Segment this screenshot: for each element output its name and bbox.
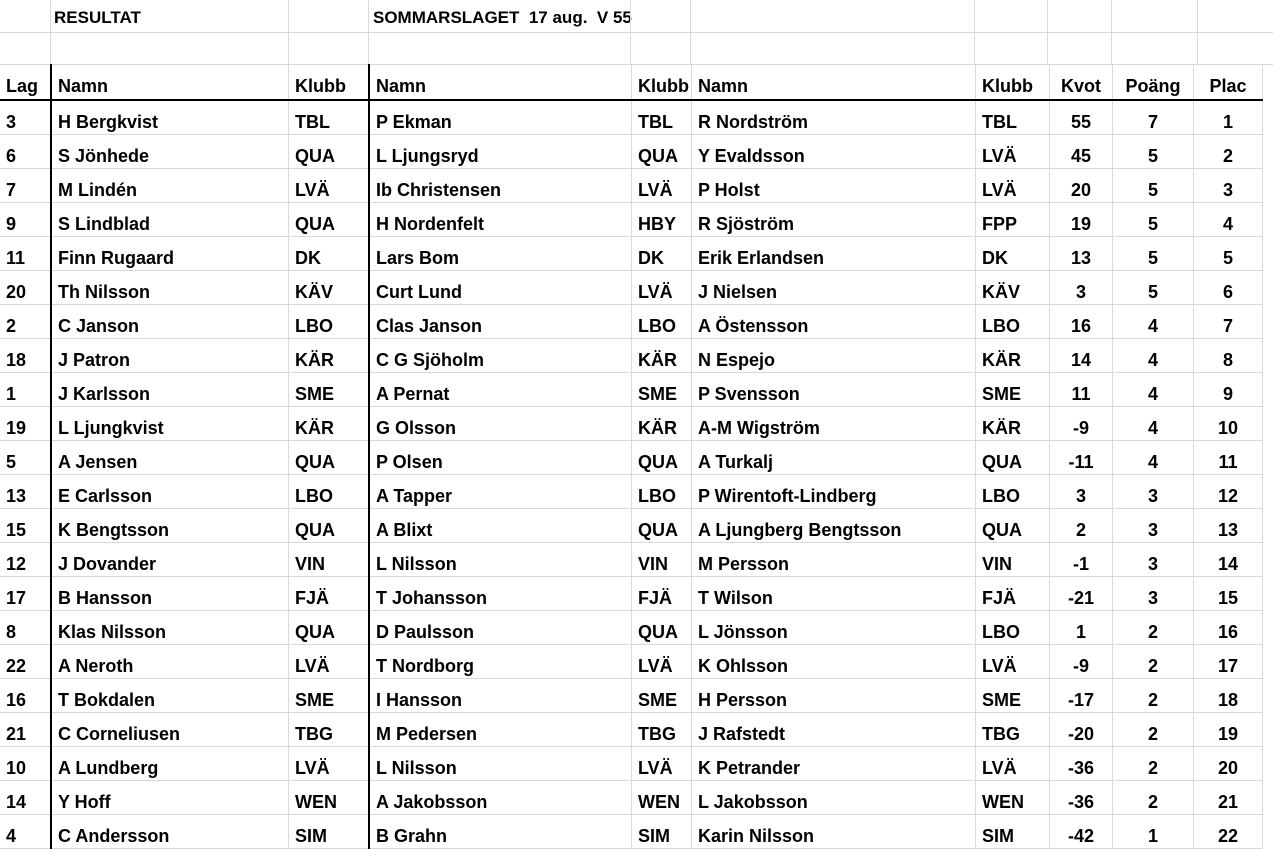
- table-row: [0, 203, 1263, 237]
- cell-namn-2[interactable]: T Nordborg: [369, 645, 632, 679]
- header-row: [0, 64, 1263, 100]
- cell-kvot[interactable]: 11: [1050, 373, 1113, 407]
- cell-plac[interactable]: 7: [1194, 305, 1263, 339]
- cell-klubb-3[interactable]: SME: [976, 679, 1050, 713]
- cell-poang[interactable]: 5: [1113, 203, 1194, 237]
- cell-namn-2[interactable]: A Blixt: [369, 509, 632, 543]
- table-row: [0, 475, 1263, 509]
- cell-poang[interactable]: 4: [1113, 373, 1194, 407]
- cell-namn-2[interactable]: D Paulsson: [369, 611, 632, 645]
- cell-namn-2[interactable]: H Nordenfelt: [369, 203, 632, 237]
- cell-namn-3[interactable]: R Nordström: [692, 100, 976, 135]
- cell-lag[interactable]: 3: [0, 100, 51, 135]
- cell-namn-1[interactable]: A Jensen: [51, 441, 289, 475]
- cell-kvot[interactable]: -20: [1050, 713, 1113, 747]
- cell-plac[interactable]: 22: [1194, 815, 1263, 849]
- cell-namn-2[interactable]: C G Sjöholm: [369, 339, 632, 373]
- cell-kvot[interactable]: -11: [1050, 441, 1113, 475]
- cell-klubb-1[interactable]: LBO: [289, 475, 370, 509]
- cell-namn-1[interactable]: Th Nilsson: [51, 271, 289, 305]
- cell-klubb-1[interactable]: LVÄ: [289, 747, 370, 781]
- cell-plac[interactable]: 10: [1194, 407, 1263, 441]
- cell-namn-2[interactable]: A Tapper: [369, 475, 632, 509]
- cell-lag[interactable]: 12: [0, 543, 51, 577]
- cell-klubb-3[interactable]: DK: [976, 237, 1050, 271]
- cell-klubb-2[interactable]: QUA: [632, 509, 692, 543]
- cell-plac[interactable]: 17: [1194, 645, 1263, 679]
- cell-klubb-1[interactable]: VIN: [289, 543, 370, 577]
- table-row: [0, 815, 1263, 849]
- table-row: [0, 713, 1263, 747]
- col-namn-3[interactable]: Namn: [692, 64, 976, 100]
- cell-klubb-2[interactable]: LVÄ: [632, 271, 692, 305]
- cell-poang[interactable]: 2: [1113, 747, 1194, 781]
- grid-line: [1197, 0, 1198, 64]
- cell-klubb-1[interactable]: TBL: [289, 100, 370, 135]
- col-klubb-1[interactable]: Klubb: [289, 64, 370, 100]
- cell-klubb-1[interactable]: FJÄ: [289, 577, 370, 611]
- cell-namn-1[interactable]: J Karlsson: [51, 373, 289, 407]
- table-row: [0, 237, 1263, 271]
- cell-kvot[interactable]: 16: [1050, 305, 1113, 339]
- event-name: SOMMARSLAGET: [373, 8, 520, 27]
- cell-klubb-1[interactable]: LVÄ: [289, 645, 370, 679]
- cell-klubb-3[interactable]: FJÄ: [976, 577, 1050, 611]
- table-row: [0, 577, 1263, 611]
- cell-klubb-1[interactable]: DK: [289, 237, 370, 271]
- cell-kvot[interactable]: 19: [1050, 203, 1113, 237]
- cell-namn-3[interactable]: H Persson: [692, 679, 976, 713]
- table-row: [0, 781, 1263, 815]
- col-klubb-3[interactable]: Klubb: [976, 64, 1050, 100]
- cell-namn-3[interactable]: K Ohlsson: [692, 645, 976, 679]
- cell-namn-3[interactable]: L Jönsson: [692, 611, 976, 645]
- cell-lag[interactable]: 19: [0, 407, 51, 441]
- col-kvot[interactable]: Kvot: [1050, 64, 1113, 100]
- cell-lag[interactable]: 22: [0, 645, 51, 679]
- cell-klubb-3[interactable]: FPP: [976, 203, 1050, 237]
- event-week: V 55: [596, 8, 632, 27]
- cell-plac[interactable]: 11: [1194, 441, 1263, 475]
- cell-plac[interactable]: 13: [1194, 509, 1263, 543]
- cell-namn-1[interactable]: A Neroth: [51, 645, 289, 679]
- cell-namn-3[interactable]: A Turkalj: [692, 441, 976, 475]
- cell-kvot[interactable]: 55: [1050, 100, 1113, 135]
- cell-klubb-2[interactable]: FJÄ: [632, 577, 692, 611]
- cell-namn-2[interactable]: I Hansson: [369, 679, 632, 713]
- cell-namn-1[interactable]: C Corneliusen: [51, 713, 289, 747]
- cell-klubb-1[interactable]: SME: [289, 373, 370, 407]
- cell-namn-1[interactable]: Y Hoff: [51, 781, 289, 815]
- cell-poang[interactable]: 4: [1113, 339, 1194, 373]
- cell-namn-3[interactable]: M Persson: [692, 543, 976, 577]
- cell-klubb-2[interactable]: LBO: [632, 475, 692, 509]
- cell-namn-1[interactable]: A Lundberg: [51, 747, 289, 781]
- cell-klubb-2[interactable]: QUA: [632, 135, 692, 169]
- cell-klubb-3[interactable]: LVÄ: [976, 747, 1050, 781]
- cell-namn-1[interactable]: J Patron: [51, 339, 289, 373]
- cell-klubb-3[interactable]: LVÄ: [976, 645, 1050, 679]
- cell-plac[interactable]: 20: [1194, 747, 1263, 781]
- cell-lag[interactable]: 17: [0, 577, 51, 611]
- cell-lag[interactable]: 6: [0, 135, 51, 169]
- cell-poang[interactable]: 3: [1113, 475, 1194, 509]
- cell-klubb-3[interactable]: LVÄ: [976, 135, 1050, 169]
- cell-namn-1[interactable]: C Janson: [51, 305, 289, 339]
- cell-plac[interactable]: 6: [1194, 271, 1263, 305]
- cell-plac[interactable]: 21: [1194, 781, 1263, 815]
- cell-klubb-1[interactable]: WEN: [289, 781, 370, 815]
- cell-namn-2[interactable]: G Olsson: [369, 407, 632, 441]
- cell-lag[interactable]: 5: [0, 441, 51, 475]
- cell-klubb-3[interactable]: KÄR: [976, 339, 1050, 373]
- cell-poang[interactable]: 4: [1113, 441, 1194, 475]
- cell-klubb-2[interactable]: LBO: [632, 305, 692, 339]
- table-row: [0, 441, 1263, 475]
- cell-kvot[interactable]: 14: [1050, 339, 1113, 373]
- cell-kvot[interactable]: 3: [1050, 475, 1113, 509]
- cell-namn-2[interactable]: M Pedersen: [369, 713, 632, 747]
- cell-klubb-2[interactable]: SME: [632, 679, 692, 713]
- cell-klubb-2[interactable]: DK: [632, 237, 692, 271]
- cell-namn-2[interactable]: Clas Janson: [369, 305, 632, 339]
- cell-plac[interactable]: 2: [1194, 135, 1263, 169]
- cell-namn-1[interactable]: M Lindén: [51, 169, 289, 203]
- event-heading: [373, 8, 632, 28]
- cell-klubb-3[interactable]: WEN: [976, 781, 1050, 815]
- cell-lag[interactable]: 1: [0, 373, 51, 407]
- cell-namn-3[interactable]: T Wilson: [692, 577, 976, 611]
- cell-namn-1[interactable]: H Bergkvist: [51, 100, 289, 135]
- cell-namn-1[interactable]: S Jönhede: [51, 135, 289, 169]
- cell-namn-1[interactable]: B Hansson: [51, 577, 289, 611]
- sheet-title: RESULTAT: [54, 8, 141, 27]
- cell-klubb-1[interactable]: LVÄ: [289, 169, 370, 203]
- cell-kvot[interactable]: 3: [1050, 271, 1113, 305]
- cell-kvot[interactable]: -42: [1050, 815, 1113, 849]
- cell-lag[interactable]: 16: [0, 679, 51, 713]
- cell-kvot[interactable]: -9: [1050, 645, 1113, 679]
- cell-namn-3[interactable]: K Petrander: [692, 747, 976, 781]
- table-row: [0, 339, 1263, 373]
- cell-poang[interactable]: 2: [1113, 611, 1194, 645]
- cell-namn-3[interactable]: L Jakobsson: [692, 781, 976, 815]
- cell-poang[interactable]: 1: [1113, 815, 1194, 849]
- cell-namn-1[interactable]: Finn Rugaard: [51, 237, 289, 271]
- cell-plac[interactable]: 9: [1194, 373, 1263, 407]
- cell-klubb-2[interactable]: KÄR: [632, 339, 692, 373]
- cell-namn-3[interactable]: P Holst: [692, 169, 976, 203]
- cell-namn-2[interactable]: Lars Bom: [369, 237, 632, 271]
- cell-klubb-2[interactable]: KÄR: [632, 407, 692, 441]
- results-table: [0, 64, 1263, 849]
- cell-klubb-2[interactable]: VIN: [632, 543, 692, 577]
- col-namn-2[interactable]: Namn: [369, 64, 632, 100]
- cell-klubb-2[interactable]: TBG: [632, 713, 692, 747]
- cell-namn-2[interactable]: T Johansson: [369, 577, 632, 611]
- table-row: [0, 543, 1263, 577]
- cell-klubb-2[interactable]: SME: [632, 373, 692, 407]
- cell-plac[interactable]: 1: [1194, 100, 1263, 135]
- grid-line: [630, 0, 631, 64]
- cell-kvot[interactable]: -9: [1050, 407, 1113, 441]
- cell-klubb-3[interactable]: SIM: [976, 815, 1050, 849]
- cell-namn-3[interactable]: P Svensson: [692, 373, 976, 407]
- table-row: [0, 271, 1263, 305]
- cell-klubb-3[interactable]: SME: [976, 373, 1050, 407]
- cell-klubb-2[interactable]: LVÄ: [632, 747, 692, 781]
- cell-kvot[interactable]: 45: [1050, 135, 1113, 169]
- cell-namn-3[interactable]: P Wirentoft-Lindberg: [692, 475, 976, 509]
- cell-klubb-1[interactable]: QUA: [289, 509, 370, 543]
- cell-lag[interactable]: 21: [0, 713, 51, 747]
- cell-klubb-3[interactable]: KÄV: [976, 271, 1050, 305]
- cell-namn-3[interactable]: A Ljungberg Bengtsson: [692, 509, 976, 543]
- cell-poang[interactable]: 2: [1113, 713, 1194, 747]
- table-row: [0, 135, 1263, 169]
- cell-poang[interactable]: 2: [1113, 781, 1194, 815]
- cell-klubb-1[interactable]: QUA: [289, 441, 370, 475]
- cell-plac[interactable]: 8: [1194, 339, 1263, 373]
- event-date: 17 aug.: [528, 8, 588, 27]
- grid-line: [288, 0, 289, 64]
- cell-klubb-3[interactable]: QUA: [976, 509, 1050, 543]
- cell-poang[interactable]: 4: [1113, 407, 1194, 441]
- cell-namn-2[interactable]: L Nilsson: [369, 543, 632, 577]
- table-row: [0, 305, 1263, 339]
- cell-lag[interactable]: 2: [0, 305, 51, 339]
- grid-line: [1047, 0, 1048, 64]
- cell-plac[interactable]: 3: [1194, 169, 1263, 203]
- cell-lag[interactable]: 8: [0, 611, 51, 645]
- cell-lag[interactable]: 18: [0, 339, 51, 373]
- cell-plac[interactable]: 16: [1194, 611, 1263, 645]
- cell-plac[interactable]: 4: [1194, 203, 1263, 237]
- cell-poang[interactable]: 3: [1113, 577, 1194, 611]
- col-lag[interactable]: Lag: [0, 64, 51, 100]
- cell-klubb-2[interactable]: LVÄ: [632, 645, 692, 679]
- cell-namn-1[interactable]: E Carlsson: [51, 475, 289, 509]
- cell-lag[interactable]: 9: [0, 203, 51, 237]
- cell-namn-3[interactable]: A-M Wigström: [692, 407, 976, 441]
- col-poang[interactable]: Poäng: [1113, 64, 1194, 100]
- col-plac[interactable]: Plac: [1194, 64, 1263, 100]
- grid-line: [368, 0, 369, 64]
- cell-kvot[interactable]: -36: [1050, 781, 1113, 815]
- cell-namn-2[interactable]: B Grahn: [369, 815, 632, 849]
- cell-klubb-3[interactable]: QUA: [976, 441, 1050, 475]
- cell-klubb-2[interactable]: QUA: [632, 611, 692, 645]
- cell-kvot[interactable]: 13: [1050, 237, 1113, 271]
- cell-lag[interactable]: 4: [0, 815, 51, 849]
- grid-line: [1111, 0, 1112, 64]
- cell-namn-3[interactable]: N Espejo: [692, 339, 976, 373]
- cell-namn-2[interactable]: L Nilsson: [369, 747, 632, 781]
- cell-namn-3[interactable]: Erik Erlandsen: [692, 237, 976, 271]
- cell-kvot[interactable]: -21: [1050, 577, 1113, 611]
- cell-klubb-3[interactable]: LVÄ: [976, 169, 1050, 203]
- cell-poang[interactable]: 5: [1113, 169, 1194, 203]
- results-body: [0, 100, 1263, 849]
- cell-lag[interactable]: 7: [0, 169, 51, 203]
- cell-lag[interactable]: 11: [0, 237, 51, 271]
- cell-klubb-1[interactable]: QUA: [289, 135, 370, 169]
- cell-poang[interactable]: 5: [1113, 271, 1194, 305]
- cell-klubb-2[interactable]: QUA: [632, 441, 692, 475]
- cell-klubb-1[interactable]: SIM: [289, 815, 370, 849]
- cell-lag[interactable]: 14: [0, 781, 51, 815]
- cell-plac[interactable]: 15: [1194, 577, 1263, 611]
- cell-plac[interactable]: 5: [1194, 237, 1263, 271]
- cell-namn-1[interactable]: K Bengtsson: [51, 509, 289, 543]
- cell-plac[interactable]: 18: [1194, 679, 1263, 713]
- cell-namn-2[interactable]: A Jakobsson: [369, 781, 632, 815]
- table-row: [0, 100, 1263, 135]
- cell-klubb-2[interactable]: WEN: [632, 781, 692, 815]
- cell-klubb-1[interactable]: SME: [289, 679, 370, 713]
- cell-lag[interactable]: 15: [0, 509, 51, 543]
- cell-namn-1[interactable]: L Ljungkvist: [51, 407, 289, 441]
- table-row: [0, 611, 1263, 645]
- cell-lag[interactable]: 20: [0, 271, 51, 305]
- empty-row: [0, 32, 1273, 65]
- cell-poang[interactable]: 2: [1113, 679, 1194, 713]
- table-row: [0, 747, 1263, 781]
- cell-klubb-1[interactable]: KÄR: [289, 339, 370, 373]
- cell-klubb-1[interactable]: KÄR: [289, 407, 370, 441]
- cell-klubb-3[interactable]: LBO: [976, 475, 1050, 509]
- cell-poang[interactable]: 3: [1113, 509, 1194, 543]
- cell-klubb-1[interactable]: QUA: [289, 203, 370, 237]
- grid-line: [974, 0, 975, 64]
- cell-poang[interactable]: 2: [1113, 645, 1194, 679]
- cell-klubb-2[interactable]: LVÄ: [632, 169, 692, 203]
- table-row: [0, 169, 1263, 203]
- cell-namn-2[interactable]: P Ekman: [369, 100, 632, 135]
- cell-plac[interactable]: 12: [1194, 475, 1263, 509]
- cell-klubb-3[interactable]: TBG: [976, 713, 1050, 747]
- cell-namn-3[interactable]: Karin Nilsson: [692, 815, 976, 849]
- cell-namn-2[interactable]: P Olsen: [369, 441, 632, 475]
- cell-klubb-1[interactable]: LBO: [289, 305, 370, 339]
- cell-namn-1[interactable]: J Dovander: [51, 543, 289, 577]
- cell-namn-1[interactable]: T Bokdalen: [51, 679, 289, 713]
- table-row: [0, 373, 1263, 407]
- table-row: [0, 645, 1263, 679]
- cell-klubb-3[interactable]: VIN: [976, 543, 1050, 577]
- cell-klubb-3[interactable]: TBL: [976, 100, 1050, 135]
- col-namn-1[interactable]: Namn: [51, 64, 289, 100]
- cell-poang[interactable]: 5: [1113, 237, 1194, 271]
- cell-namn-1[interactable]: Klas Nilsson: [51, 611, 289, 645]
- table-row: [0, 679, 1263, 713]
- cell-klubb-3[interactable]: LBO: [976, 305, 1050, 339]
- cell-namn-3[interactable]: J Nielsen: [692, 271, 976, 305]
- cell-kvot[interactable]: -36: [1050, 747, 1113, 781]
- cell-kvot[interactable]: -1: [1050, 543, 1113, 577]
- cell-klubb-2[interactable]: HBY: [632, 203, 692, 237]
- table-row: [0, 407, 1263, 441]
- cell-namn-3[interactable]: J Rafstedt: [692, 713, 976, 747]
- cell-namn-3[interactable]: R Sjöström: [692, 203, 976, 237]
- cell-klubb-3[interactable]: KÄR: [976, 407, 1050, 441]
- cell-namn-1[interactable]: S Lindblad: [51, 203, 289, 237]
- cell-namn-3[interactable]: Y Evaldsson: [692, 135, 976, 169]
- cell-lag[interactable]: 10: [0, 747, 51, 781]
- table-row: [0, 509, 1263, 543]
- col-klubb-2[interactable]: Klubb: [632, 64, 692, 100]
- cell-namn-1[interactable]: C Andersson: [51, 815, 289, 849]
- cell-klubb-1[interactable]: KÄV: [289, 271, 370, 305]
- cell-namn-2[interactable]: A Pernat: [369, 373, 632, 407]
- cell-namn-2[interactable]: L Ljungsryd: [369, 135, 632, 169]
- cell-klubb-1[interactable]: QUA: [289, 611, 370, 645]
- cell-plac[interactable]: 14: [1194, 543, 1263, 577]
- cell-kvot[interactable]: 20: [1050, 169, 1113, 203]
- cell-klubb-2[interactable]: SIM: [632, 815, 692, 849]
- cell-kvot[interactable]: 1: [1050, 611, 1113, 645]
- cell-poang[interactable]: 4: [1113, 305, 1194, 339]
- cell-klubb-2[interactable]: TBL: [632, 100, 692, 135]
- cell-kvot[interactable]: 2: [1050, 509, 1113, 543]
- grid-line: [50, 0, 51, 64]
- cell-plac[interactable]: 19: [1194, 713, 1263, 747]
- cell-poang[interactable]: 5: [1113, 135, 1194, 169]
- cell-namn-3[interactable]: A Östensson: [692, 305, 976, 339]
- cell-namn-2[interactable]: Ib Christensen: [369, 169, 632, 203]
- grid-line: [690, 0, 691, 64]
- cell-kvot[interactable]: -17: [1050, 679, 1113, 713]
- cell-poang[interactable]: 3: [1113, 543, 1194, 577]
- cell-lag[interactable]: 13: [0, 475, 51, 509]
- cell-klubb-3[interactable]: LBO: [976, 611, 1050, 645]
- cell-poang[interactable]: 7: [1113, 100, 1194, 135]
- title-row: [0, 0, 1273, 33]
- cell-klubb-1[interactable]: TBG: [289, 713, 370, 747]
- cell-namn-2[interactable]: Curt Lund: [369, 271, 632, 305]
